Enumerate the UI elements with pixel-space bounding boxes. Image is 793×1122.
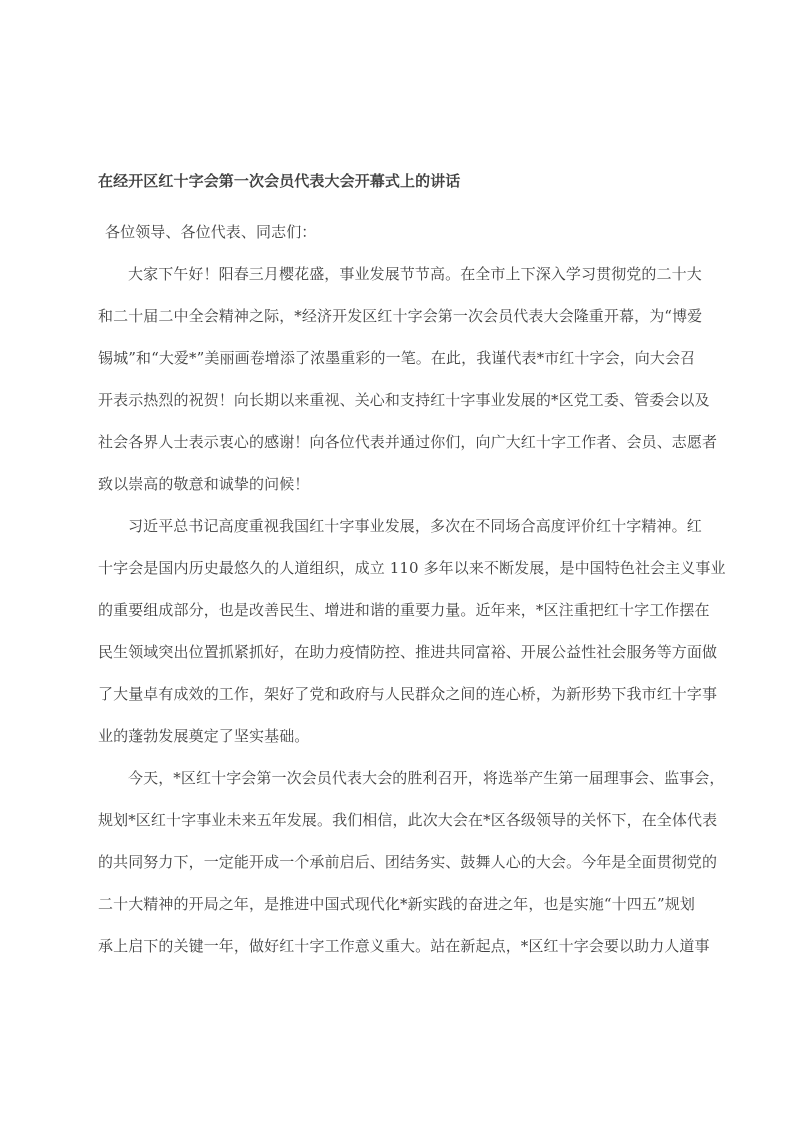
text-line: 习近平总书记高度重视我国红十字事业发展，多次在不同场合高度评价红十字精神。红 <box>128 517 702 535</box>
text-line: 承上启下的关键一年，做好红十字工作意义重大。站在新起点，*区红十字会要以助力人道事 <box>98 937 710 955</box>
text-line: 十字会是国内历史最悠久的人道组织，成立 110 多年以来不断发展，是中国特色社会主义事业 <box>98 559 726 577</box>
text-line: 开表示热烈的祝贺！向长期以来重视、关心和支持红十字事业发展的*区党工委、管委会以及 <box>98 391 710 409</box>
document-body <box>98 211 726 967</box>
text-line: 大家下午好！阳春三月樱花盛，事业发展节节高。在全市上下深入学习贯彻党的二十大 <box>128 265 702 283</box>
text-line: 民生领域突出位置抓紧抓好，在助力疫情防控、推进共同富裕、开展公益性社会服务等方面做 <box>98 643 718 661</box>
text-line: 业的蓬勃发展奠定了坚实基础。 <box>98 727 310 745</box>
text-line: 二十大精神的开局之年，是推进中国式现代化*新实践的奋进之年，也是实施“十四五”规划 <box>98 895 695 913</box>
text-line: 规划*区红十字事业未来五年发展。我们相信，此次大会在*区各级领导的关怀下，在全体代表 <box>98 811 718 829</box>
text-line: 今天，*区红十字会第一次会员代表大会的胜利召开，将选举产生第一届理事会、监事会， <box>128 769 725 787</box>
text-line: 锡城”和“大爱*”美丽画卷增添了浓墨重彩的一笔。在此，我谨代表*市红十字会，向大会召 <box>98 349 696 367</box>
salutation-line: 各位领导、各位代表、同志们： <box>105 223 317 241</box>
text-line: 社会各界人士表示衷心的感谢！向各位代表并通过你们，向广大红十字工作者、会员、志愿者 <box>98 433 718 451</box>
text-line: 了大量卓有成效的工作，架好了党和政府与人民群众之间的连心桥，为新形势下我市红十字事 <box>98 685 718 703</box>
text-line: 致以崇高的敬意和诚挚的问候！ <box>98 475 310 493</box>
text-line: 的共同努力下，一定能开成一个承前启后、团结务实、鼓舞人心的大会。今年是全面贯彻党的 <box>98 853 718 871</box>
text-line: 的重要组成部分，也是改善民生、增进和谐的重要力量。近年来，*区注重把红十字工作摆在 <box>98 601 710 619</box>
text-line: 和二十届二中全会精神之际，*经济开发区红十字会第一次会员代表大会隆重开幕，为“博爱 <box>98 307 703 325</box>
document-title: 在经开区红十字会第一次会员代表大会开幕式上的讲话 <box>98 172 461 190</box>
